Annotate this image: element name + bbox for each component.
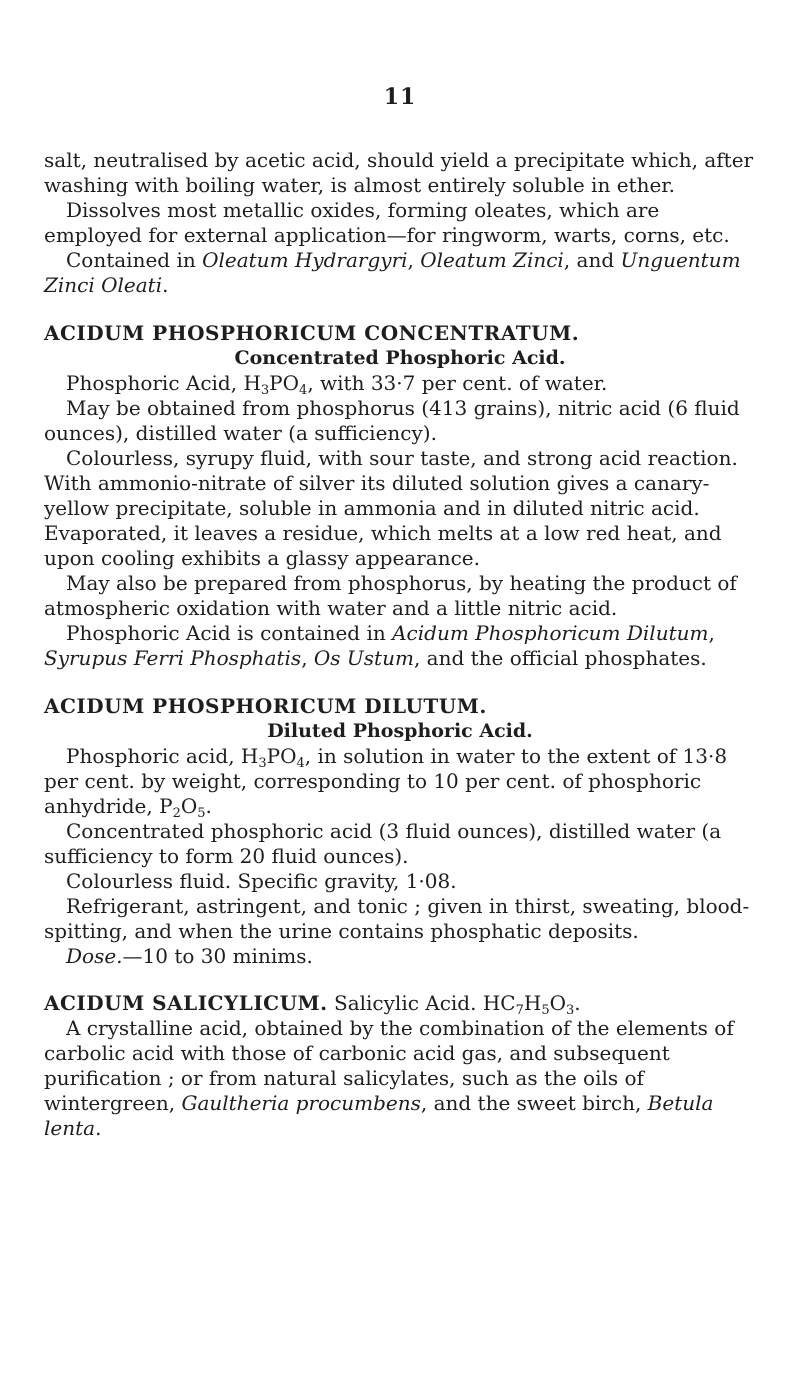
- subscript: 3: [260, 383, 270, 398]
- subscript: 3: [566, 1003, 575, 1018]
- text: .: [95, 1116, 102, 1140]
- text: .: [205, 794, 212, 818]
- formula-paragraph: [44, 371, 756, 396]
- text: Contained in: [66, 248, 203, 272]
- section-concentrated: [44, 320, 756, 671]
- italic-term: Syrupus Ferri Phosphatis: [44, 646, 302, 670]
- preparation-paragraph: Concentrated phosphoric acid (3 fluid ounces), distilled water (a sufficiency to form 20 fluid ounces).: [44, 819, 722, 868]
- section-title: Salicylic Acid.: [327, 991, 483, 1015]
- dose-paragraph: [44, 944, 756, 969]
- section-heading: ACIDUM PHOSPHORICUM DILUTUM.: [44, 694, 487, 718]
- italic-term: Oleatum Hydrargyri: [202, 248, 408, 272]
- definition-paragraph: [44, 744, 756, 819]
- text: A crystalline acid, obtained by the combination of the elements of carbolic acid with those of carbonic acid gas, and subsequent purification ; or from natural salicylates, such as the oils of wintergreen,: [44, 1016, 734, 1115]
- preparation-paragraph: May be obtained from phosphorus (413 grains), nitric acid (6 fluid ounces), distilled water (a sufficiency).: [44, 396, 740, 445]
- italic-term: Unguentum Zinci Oleati: [44, 248, 741, 297]
- italic-term: Os Ustum: [313, 646, 414, 670]
- contained-in-paragraph: [44, 621, 756, 671]
- text: , in solution in water to the extent of 13·8 per cent. by weight, corresponding to 10 per cent. of phosphoric anhydride, P: [44, 744, 728, 818]
- subscript: 7: [515, 1003, 524, 1018]
- text: PO: [269, 371, 300, 395]
- section-heading: ACIDUM PHOSPHORICUM CONCENTRATUM.: [44, 321, 580, 345]
- text: , with 33·7 per cent. of water.: [307, 371, 608, 395]
- section-subheading: Diluted Phosphoric Acid.: [267, 720, 533, 742]
- text: , and: [563, 248, 621, 272]
- text: Phosphoric Acid, H: [66, 371, 261, 395]
- text: .: [162, 273, 169, 297]
- dose-label: Dose.: [66, 944, 123, 968]
- subscript: 3: [258, 756, 267, 771]
- section-salicylic: [44, 991, 756, 1141]
- subscript: 5: [197, 806, 206, 821]
- section-dilute: [44, 693, 756, 969]
- subscript: 2: [172, 806, 181, 821]
- subscript: 4: [299, 383, 308, 398]
- uses-paragraph: Refrigerant, astringent, and tonic ; given in thirst, sweating, blood-spitting, and when the urine contains phosphatic deposits.: [44, 894, 750, 943]
- oleic-paragraph-3: [44, 248, 756, 298]
- text: ,: [301, 646, 314, 670]
- italic-term: Betula lenta: [44, 1091, 714, 1140]
- section-subheading: Concentrated Phosphoric Acid.: [234, 347, 566, 369]
- dose-text: —10 to 30 minims.: [122, 944, 313, 968]
- text: H: [523, 991, 542, 1015]
- text: O: [549, 991, 566, 1015]
- oleic-paragraph-2: Dissolves most metallic oxides, forming oleates, which are employed for external application—for ringworm, warts, corns, etc.: [44, 198, 730, 247]
- subscript: 4: [296, 756, 305, 771]
- text: O: [180, 794, 198, 818]
- section-heading: ACIDUM SALICYLICUM.: [44, 991, 328, 1015]
- italic-term: Oleatum Zinci: [420, 248, 564, 272]
- text: Phosphoric Acid is contained in: [66, 621, 393, 645]
- italic-term: Acidum Phosphoricum Dilutum: [392, 621, 709, 645]
- page-body: [44, 148, 756, 1141]
- characters-paragraph: Colourless, syrupy fluid, with sour taste, and strong acid reaction. With ammonio-nitrate of silver its diluted solution gives a canary-yellow precipitate, soluble in ammonia and in diluted nitric acid. Evaporated, it leaves a residue, which melts at a low red heat, and upon cooling exhibits a glassy appearance.: [44, 446, 738, 570]
- text: PO: [266, 744, 297, 768]
- text: .: [574, 991, 581, 1015]
- characters-paragraph: Colourless fluid. Specific gravity, 1·08.: [66, 869, 457, 893]
- text: Phosphoric acid, H: [66, 744, 259, 768]
- alternative-prep-paragraph: May also be prepared from phosphorus, by heating the product of atmospheric oxidation with water and a little nitric acid.: [44, 571, 737, 620]
- text: ,: [407, 248, 421, 272]
- text: HC: [482, 991, 516, 1015]
- text: ,: [708, 621, 715, 645]
- oleic-paragraph-1: salt, neutralised by acetic acid, should yield a precipitate which, after washing with boiling water, is almost entirely soluble in ether.: [44, 148, 754, 197]
- description-paragraph: [44, 1016, 756, 1141]
- page-number: 11: [383, 84, 417, 110]
- italic-term: Gaultheria procumbens: [181, 1091, 421, 1115]
- subscript: 5: [541, 1003, 550, 1018]
- text: , and the official phosphates.: [413, 646, 707, 670]
- text: , and the sweet birch,: [420, 1091, 648, 1115]
- salicylic-heading-line: [44, 991, 756, 1016]
